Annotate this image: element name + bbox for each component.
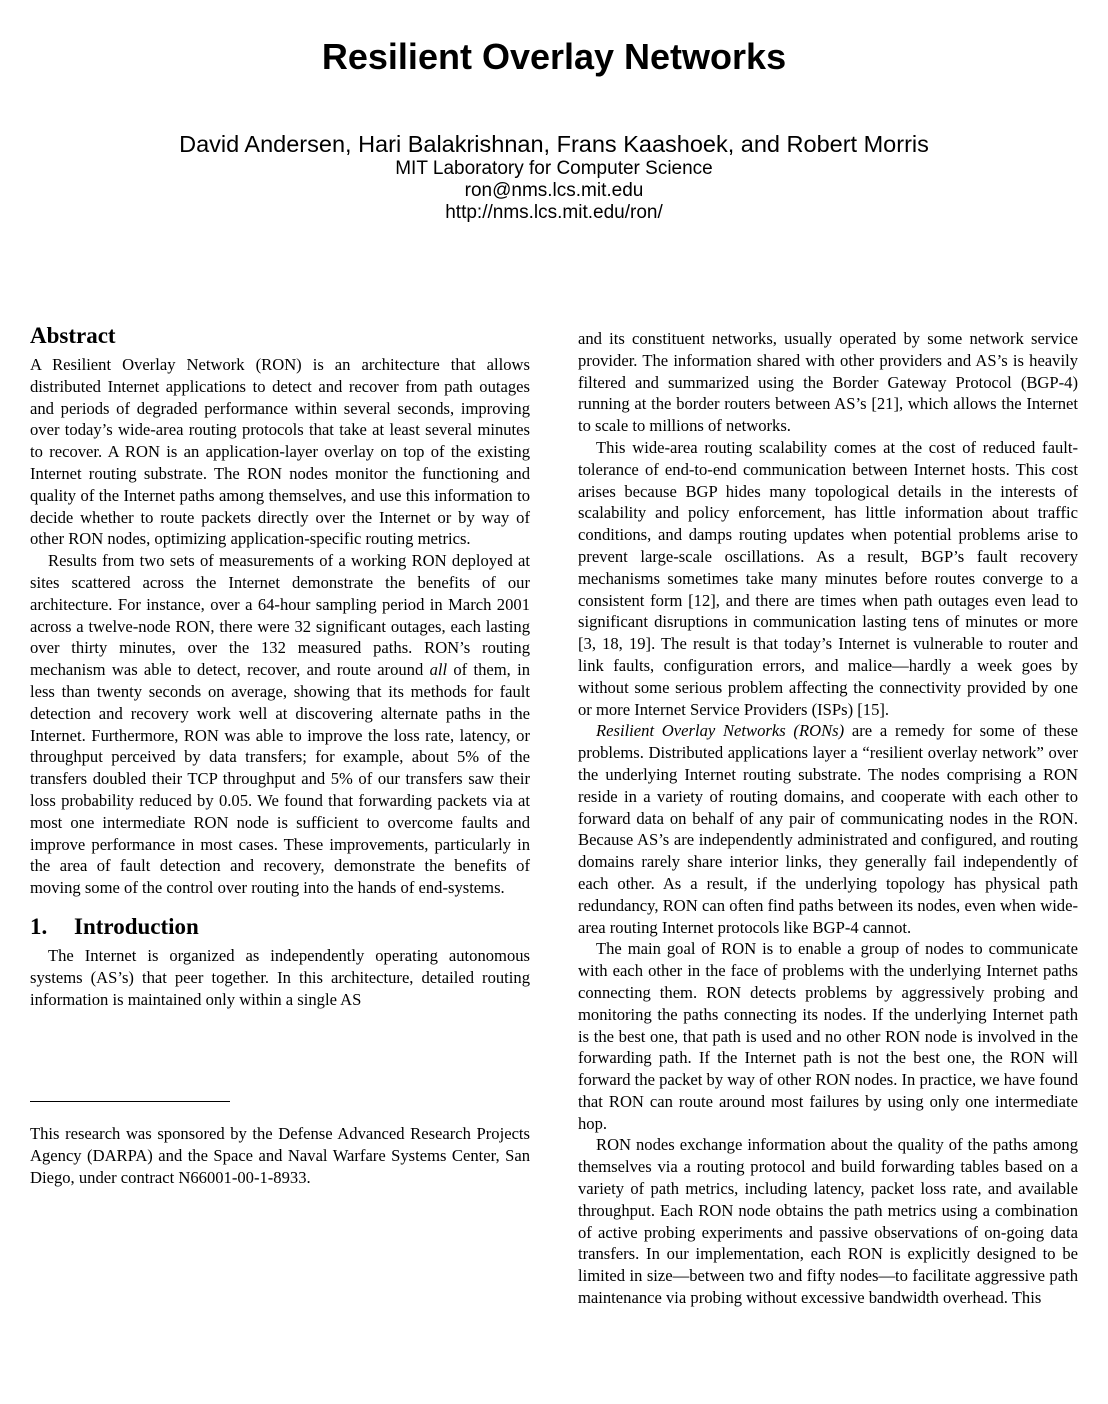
right-column bbox=[578, 328, 1078, 1309]
abstract-paragraph: A Resilient Overlay Network (RON) is an architecture that allows distributed Internet applications to detect and recover from path outages and periods of degraded performance within several seconds, improving over today’s wide-area routing protocols that take at least several minutes to recover. A RON is an application-layer overlay on top of the existing Internet routing substrate. The RON nodes monitor the functioning and quality of the Internet paths among themselves, and use this information to decide whether to route packets directly over the Internet or by way of other RON nodes, optimizing application-specific routing metrics. bbox=[30, 355, 530, 549]
section-title: Introduction bbox=[74, 913, 199, 939]
introduction-heading bbox=[30, 913, 530, 941]
abstract-emphasis: all bbox=[429, 660, 448, 680]
body-paragraph: This wide-area routing scalability comes at the cost of reduced fault-tolerance of end-to-end communication between Internet hosts. This cost arises because BGP hides many topological details in the interests of scalability and policy enforcement, has little information about traffic conditions, and damps routing updates when potential problems arise to prevent large-scale oscillations. As a result, BGP’s fault recovery mechanisms sometimes take many minutes before routes converge to a consistent form [12], and there are times when path outages even lead to significant disruptions in communication lasting tens of minutes or more [3, 18, 19]. The result is that today’s Internet is vulnerable to router and link faults, configuration errors, and malice—hardly a week goes by without some serious problem affecting the connectivity provided by one or more Internet Service Providers (ISPs) [15]. bbox=[578, 437, 1078, 719]
footnote-divider bbox=[30, 1101, 230, 1102]
contact-email: ron@nms.lcs.mit.edu bbox=[464, 180, 644, 201]
project-url: http://nms.lcs.mit.edu/ron/ bbox=[445, 202, 663, 223]
abstract-paragraph bbox=[30, 550, 530, 899]
footnote: This research was sponsored by the Defense Advanced Research Projects Agency (DARPA) and the Space and Naval Warfare Systems Center, San Diego, under contract N66001-00-1-8933. bbox=[30, 1124, 530, 1187]
body-text: are a remedy for some of these problems. Distributed applications layer a “resilient overlay network” over the underlying Internet routing substrate. The nodes comprising a RON reside in a variety of routing domains, and cooperate with each other to forward data on behalf of any pair of communicating nodes in the RON. Because AS’s are independently administrated and configured, and routing domains rarely share interior links, they generally fail independently of each other. As a result, if the underlying topology has physical path redundancy, RON can often find paths between its nodes, even when wide-area routing Internet protocols like BGP-4 cannot. bbox=[578, 721, 1078, 937]
body-paragraph: The main goal of RON is to enable a group of nodes to communicate with each other in the face of problems with the underlying Internet paths connecting them. RON detects problems by aggressively probing and monitoring the paths connecting its nodes. If the underlying Internet path is the best one, that path is used and no other RON node is involved in the forwarding path. If the Internet path is not the best one, the RON will forward the packet by way of other RON nodes. In practice, we have found that RON can route around most failures by using only one intermediate hop. bbox=[578, 939, 1078, 1133]
abstract-text: Results from two sets of measurements of a working RON deployed at sites scattered across the Internet demonstrate the benefits of our architecture. For instance, over a 64-hour sampling period in March 2001 across a twelve-node RON, there were 32 significant outages, each lasting over thirty minutes, over the 132 measured paths. RON’s routing mechanism was able to detect, recover, and route around bbox=[30, 551, 530, 680]
affiliation: MIT Laboratory for Computer Science bbox=[395, 158, 713, 179]
paper-title: Resilient Overlay Networks bbox=[321, 36, 787, 77]
introduction-paragraph: The Internet is organized as independently operating autonomous systems (AS’s) that peer together. In this architecture, detailed routing information is maintained only within a single AS bbox=[30, 945, 530, 1009]
section-number: 1. bbox=[30, 913, 48, 939]
body-paragraph: RON nodes exchange information about the quality of the paths among themselves via a routing protocol and build forwarding tables based on a variety of path metrics, including latency, packet loss rate, and available throughput. Each RON node obtains the path metrics using a combination of active probing experiments and passive observations of on-going data transfers. In our implementation, each RON is explicitly designed to be limited in size—between two and fifty nodes—to facilitate aggressive path maintenance via probing without excessive bandwidth overhead. This bbox=[578, 1135, 1078, 1308]
body-paragraph: and its constituent networks, usually operated by some network service provider. The information shared with other providers and AS’s is heavily filtered and summarized using the Border Gateway Protocol (BGP-4) running at the border routers between AS’s [21], which allows the Internet to scale to millions of networks. bbox=[578, 329, 1078, 436]
author-list: David Andersen, Hari Balakrishnan, Frans Kaashoek, and Robert Morris bbox=[179, 131, 929, 157]
abstract-heading: Abstract bbox=[30, 323, 116, 348]
left-column bbox=[30, 322, 530, 1010]
term-emphasis: Resilient Overlay Networks (RONs) bbox=[596, 721, 845, 741]
abstract-text: of them, in less than twenty seconds on average, showing that its methods for fault detection and recovery work well at discovering alternate paths in the Internet. Furthermore, RON was able to improve the loss rate, latency, or throughput perceived by data transfers; for example, about 5% of the transfers doubled their TCP throughput and 5% of our transfers saw their loss probability reduced by 0.05. We found that forwarding packets via at most one intermediate RON node is sufficient to overcome faults and improve performance in most cases. These improvements, particularly in the area of fault detection and recovery, demonstrate the benefits of moving some of the control over routing into the hands of end-systems. bbox=[30, 660, 530, 898]
body-paragraph bbox=[578, 720, 1078, 938]
